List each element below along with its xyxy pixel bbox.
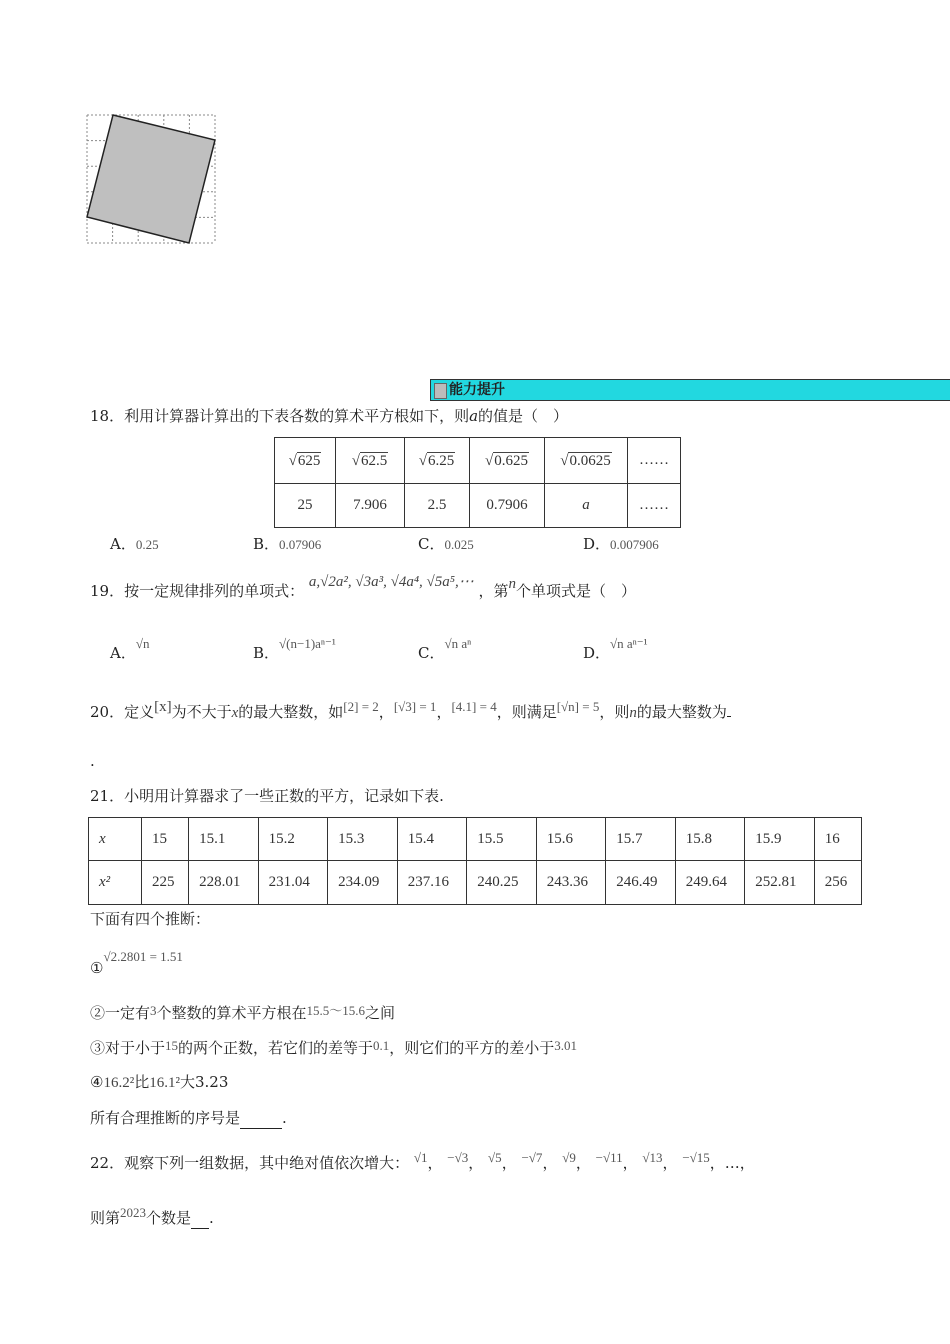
q18-option-d[interactable]: D．0.007906 — [583, 535, 659, 553]
q21-row-label: x — [89, 818, 142, 861]
q21-cell: 243.36 — [536, 861, 606, 905]
q18-value-cell: 2.5 — [405, 484, 470, 528]
q21-cell: 15.4 — [397, 818, 467, 861]
q18-header-cell: √0.0625 — [545, 438, 628, 484]
q18-header-cell: √62.5 — [336, 438, 405, 484]
q21-table — [88, 817, 862, 905]
grid-square-figure — [86, 114, 218, 246]
question-19-stem: 19．按一定规律排列的单项式： a,√2a², √3a³, √4a⁴, √5a⁵,⋯ ，第n个单项式是（ ） — [90, 574, 637, 600]
q19-option-a[interactable]: A．√n — [110, 636, 150, 662]
question-20-tail: . — [90, 752, 95, 770]
section-title: 能力提升 — [449, 382, 505, 398]
q21-cell: 228.01 — [189, 861, 259, 905]
q18-value-cell: …… — [628, 484, 681, 528]
q19-option-d[interactable]: D．√n aⁿ⁻¹ — [583, 636, 648, 662]
q21-cell: 15.3 — [328, 818, 398, 861]
q18-option-c[interactable]: C．0.025 — [418, 535, 474, 553]
q21-cell: 240.25 — [467, 861, 537, 905]
q19-option-b[interactable]: B．√(n−1)aⁿ⁻¹ — [253, 636, 336, 662]
q18-option-b[interactable]: B．0.07906 — [253, 535, 322, 553]
q21-cell: 246.49 — [606, 861, 676, 905]
q21-answer-blank[interactable] — [240, 1108, 282, 1129]
q21-cell: 15.6 — [536, 818, 606, 861]
q21-cell: 252.81 — [745, 861, 815, 905]
q21-intro: 下面有四个推断： — [90, 910, 211, 928]
q18-table — [274, 437, 681, 528]
q21-cell: 249.64 — [675, 861, 745, 905]
q18-option-a[interactable]: A．0.25 — [110, 535, 159, 553]
q18-header-cell: …… — [628, 438, 681, 484]
q21-cell: 15.9 — [745, 818, 815, 861]
q18-value-cell: 25 — [275, 484, 336, 528]
question-22-line2: 则第2023个数是 . — [90, 1205, 214, 1227]
q21-cell: 15.1 — [189, 818, 259, 861]
q18-header-cell: √6.25 — [405, 438, 470, 484]
q21-statement-4: ④16.2²比16.1²大3.23 — [90, 1073, 229, 1091]
q18-value-cell: 0.7906 — [470, 484, 545, 528]
q21-cell: 15.7 — [606, 818, 676, 861]
q21-statement-2: ②一定有3个整数的算术平方根在15.5～15.6之间 — [90, 1003, 396, 1022]
q21-statement-3: ③对于小于15的两个正数，若它们的差等于0.1，则它们的平方的差小于3.01 — [90, 1038, 578, 1057]
q19-option-c[interactable]: C．√n aⁿ — [418, 636, 472, 662]
q21-cell: 15.8 — [675, 818, 745, 861]
question-18-stem: 18．利用计算器计算出的下表各数的算术平方根如下，则a的值是（ ） — [90, 407, 569, 425]
question-20-stem: 20．定义[x]为不大于x的最大整数，如[2] = 2，[√3] = 1，[4.1] = 4，则满足[√n] = 5，则n的最大整数为 — [90, 702, 731, 723]
q22-answer-blank[interactable] — [191, 1208, 209, 1229]
q18-header-cell: √625 — [275, 438, 336, 484]
q21-cell: 15.5 — [467, 818, 537, 861]
q21-cell: 231.04 — [258, 861, 328, 905]
section-banner — [430, 379, 950, 401]
q18-value-cell: 7.906 — [336, 484, 405, 528]
q21-row-label: x² — [89, 861, 142, 905]
q19-sequence: a,√2a², √3a³, √4a⁴, √5a⁵,⋯ — [308, 574, 474, 590]
q18-header-cell: √0.625 — [470, 438, 545, 484]
question-22-stem: 22．观察下列一组数据，其中绝对值依次增大： √1， −√3， √5， −√7， √9， −√11， √13， −√15，…， — [90, 1150, 755, 1172]
q21-cell: 15.2 — [258, 818, 328, 861]
q21-cell: 234.09 — [328, 861, 398, 905]
question-21-stem: 21．小明用计算器求了一些正数的平方，记录如下表. — [90, 787, 444, 805]
q21-cell: 225 — [142, 861, 189, 905]
q21-cell: 237.16 — [397, 861, 467, 905]
q21-ask: 所有合理推断的序号是 . — [90, 1109, 287, 1127]
q21-cell: 256 — [814, 861, 861, 905]
q21-cell: 16 — [814, 818, 861, 861]
q21-statement-1: ①√2.2801 = 1.51 — [90, 949, 183, 977]
q18-value-cell: a — [545, 484, 628, 528]
q21-cell: 15 — [142, 818, 189, 861]
